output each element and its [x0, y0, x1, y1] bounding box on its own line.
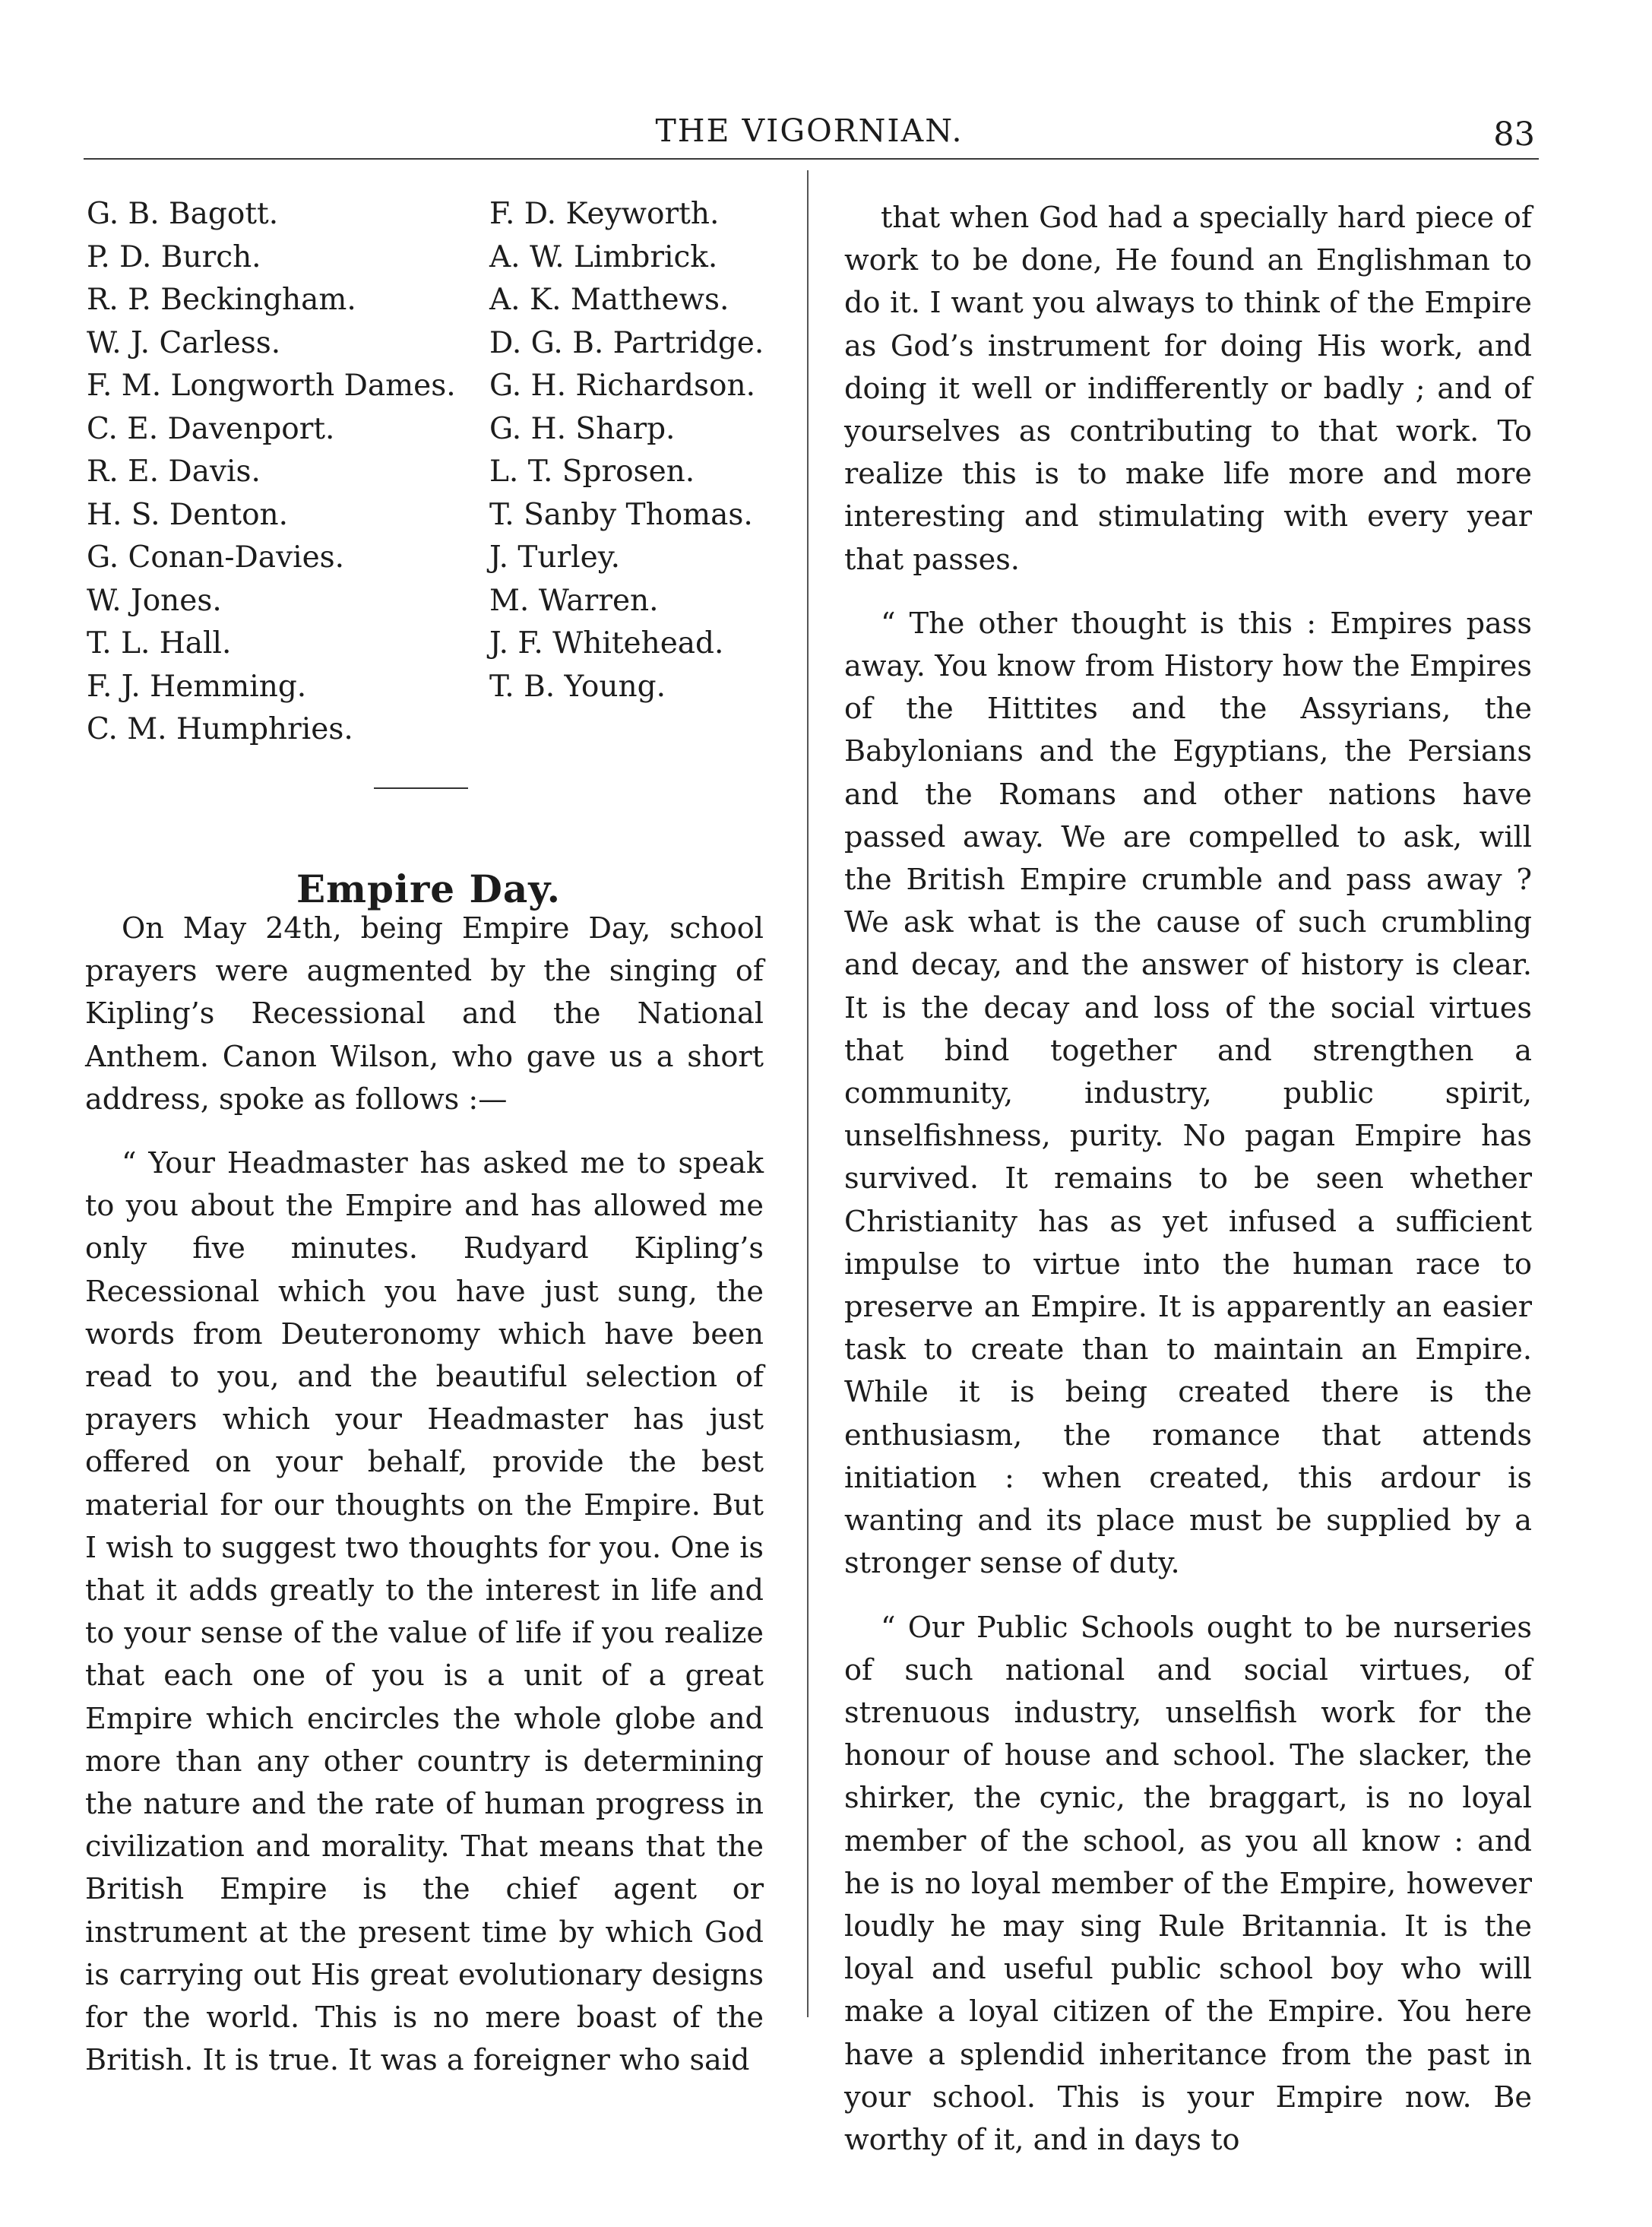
name-entry: G. H. Richardson.: [489, 369, 756, 403]
name-entry: T. Sanby Thomas.: [489, 497, 753, 532]
article-column-left: [85, 908, 764, 2103]
name-entry: M. Warren.: [489, 583, 659, 618]
name-entry: G. Conan-Davies.: [87, 540, 345, 575]
names-list-left: [87, 193, 482, 752]
name-entry: A. W. Limbrick.: [489, 239, 718, 274]
section-divider: [374, 787, 468, 789]
name-entry: T. L. Hall.: [87, 626, 232, 660]
column-divider: [807, 170, 809, 2017]
name-entry: G. B. Bagott.: [87, 197, 279, 231]
name-entry: R. P. Beckingham.: [87, 283, 356, 317]
name-entry: W. J. Carless.: [87, 325, 281, 360]
name-entry: W. Jones.: [87, 583, 222, 618]
names-list-right: [489, 193, 793, 708]
name-entry: C. M. Humphries.: [87, 712, 353, 746]
page-number: 83: [1493, 116, 1535, 154]
name-entry: R. E. Davis.: [87, 455, 261, 489]
name-entry: J. F. Whitehead.: [489, 626, 724, 660]
article-column-right: [844, 197, 1532, 2183]
section-title: Empire Day.: [296, 866, 561, 911]
name-entry: T. B. Young.: [489, 669, 666, 704]
name-entry: G. H. Sharp.: [489, 411, 676, 446]
name-entry: P. D. Burch.: [87, 239, 261, 274]
article-paragraph: “ Our Public Schools ought to be nurseries of such national and social virtues, of strenuous industry, unselfish work for the honour of house and school. The slacker, the shirker, the cynic, the braggart, is no loyal member of the school, as you all know : and he is no loyal member of the Empire, however loudly he may sing Rule Britannia. It is the loyal and useful public school boy who will make a loyal citizen of the Empire. You here have a splendid inheritance from the past in your school. This is your Empire now. Be worthy of it, and in days to: [844, 1611, 1532, 2157]
name-entry: C. E. Davenport.: [87, 411, 335, 446]
running-title: THE VIGORNIAN.: [655, 112, 964, 149]
name-entry: L. T. Sprosen.: [489, 455, 695, 489]
name-entry: F. D. Keyworth.: [489, 197, 720, 231]
name-entry: F. J. Hemming.: [87, 669, 307, 704]
name-entry: F. M. Longworth Dames.: [87, 369, 456, 403]
article-paragraph: that when God had a specially hard piece of work to be done, He found an Englishman to do it. I want you always to think of the Empire as God’s instrument for doing His work, and doing it well or indifferently or badly ; and of yourselves as contributing to that work. To realize this is to make life more and more interesting and stimulating with every year that passes.: [844, 201, 1532, 577]
header-rule: [84, 158, 1539, 160]
name-entry: A. K. Matthews.: [489, 283, 729, 317]
name-entry: H. S. Denton.: [87, 497, 289, 532]
article-paragraph: “ Your Headmaster has asked me to speak to you about the Empire and has allowed me only five minutes. Rudyard Kipling’s Recessional which you have just sung, the words from Deuteronomy which have been read to you, and the beautiful selection of prayers which your Headmaster has just offered on your behalf, provide the best material for our thoughts on the Empire. But I wish to suggest two thoughts for you. One is that it adds greatly to the interest in life and to your sense of the value of life if you realize that each one of you is a unit of a great Empire which encircles the whole globe and more than any other country is determining the nature and the rate of human progress in civilization and morality. That means that the British Empire is the chief agent or instrument at the present time by which God is carrying out His great evolutionary designs for the world. This is no mere boast of the British. It is true. It was a foreigner who said: [85, 1147, 764, 2078]
article-paragraph: On May 24th, being Empire Day, school prayers were augmented by the singing of Kipling’s Recessional and the National Anthem. Canon Wilson, who gave us a short address, spoke as follows :—: [85, 912, 764, 1117]
name-entry: J. Turley.: [489, 540, 620, 575]
name-entry: D. G. B. Partridge.: [489, 325, 764, 360]
article-paragraph: “ The other thought is this : Empires pass away. You know from History how the Empires of the Hittites and the Assyrians, the Babylonians and the Egyptians, the Persians and the Romans and other nations have passed away. We are compelled to ask, will the British Empire crumble and pass away ? We ask what is the cause of such crumbling and decay, and the answer of history is clear. It is the decay and loss of the social virtues that bind together and strengthen a community, industry, public spirit, unselfishness, purity. No pagan Empire has survived. It remains to be seen whether Christianity has as yet infused a sufficient impulse to virtue into the human race to preserve an Empire. It is apparently an easier task to create than to maintain an Empire. While it is being created there is the enthusiasm, the romance that attends initiation : when created, this ardour is wanting and its place must be supplied by a stronger sense of duty.: [844, 607, 1532, 1581]
